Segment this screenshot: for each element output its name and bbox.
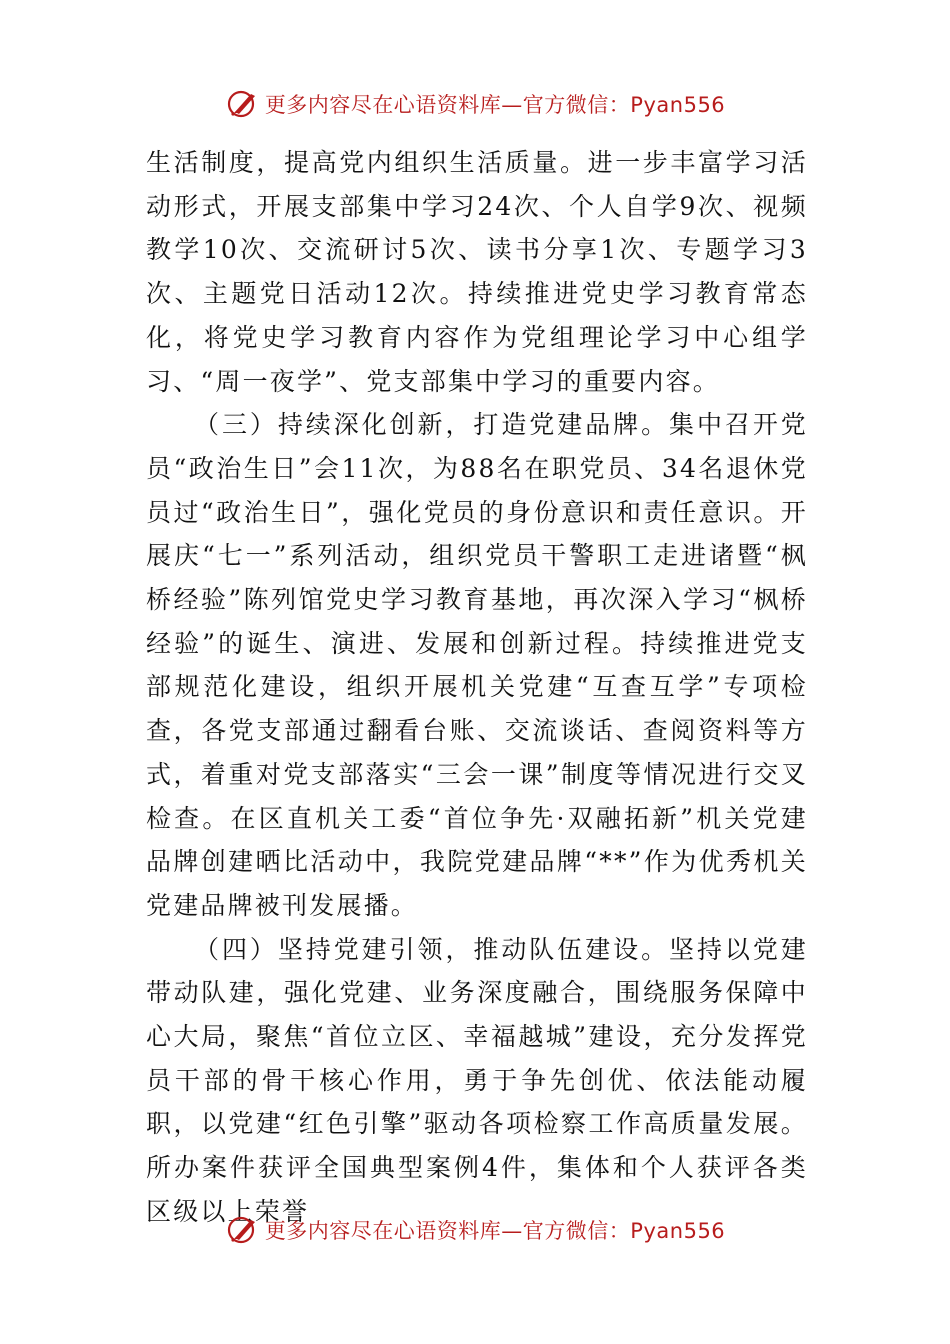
paragraph-3: （四）坚持党建引领，推动队伍建设。坚持以党建带动队建，强化党建、业务深度融合，围绕服务保障中心大局，聚焦“首位立区、幸福越城”建设，充分发挥党员干部的骨干核心作用，勇于争先创优、依法能动履职，以党建“红色引擎”驱动各项检察工作高质量发展。所办案件获评全国典型案例4件，集体和个人获评各类区级以上荣誉: [146, 934, 808, 1226]
pen-nib-circle-icon: [225, 1212, 261, 1248]
document-body: [146, 141, 808, 1234]
pen-nib-circle-icon: [225, 86, 261, 122]
footer-banner: [0, 1210, 950, 1250]
footer-banner-text: 更多内容尽在心语资料库—官方微信：Pyan556: [264, 1219, 726, 1243]
header-banner-text: 更多内容尽在心语资料库—官方微信：Pyan556: [264, 93, 726, 117]
paragraph-2: （三）持续深化创新，打造党建品牌。集中召开党员“政治生日”会11次，为88名在职党员、34名退休党员过“政治生日”，强化党员的身份意识和责任意识。开展庆“七一”系列活动，组织党员干警职工走进诸暨“枫桥经验”陈列馆党史学习教育基地，再次深入学习“枫桥经验”的诞生、演进、发展和创新过程。持续推进党支部规范化建设，组织开展机关党建“互查互学”专项检查，各党支部通过翻看台账、交流谈话、查阅资料等方式，着重对党支部落实“三会一课”制度等情况进行交叉检查。在区直机关工委“首位争先·双融拓新”机关党建品牌创建晒比活动中，我院党建品牌“**”作为优秀机关党建品牌被刊发展播。: [146, 410, 808, 920]
paragraph-1: 生活制度，提高党内组织生活质量。进一步丰富学习活动形式，开展支部集中学习24次、个人自学9次、视频教学10次、交流研讨5次、读书分享1次、专题学习3次、主题党日活动12次。持续推进党史学习教育常态化，将党史学习教育内容作为党组理论学习中心组学习、“周一夜学”、党支部集中学习的重要内容。: [146, 148, 808, 396]
header-banner: [0, 84, 950, 124]
